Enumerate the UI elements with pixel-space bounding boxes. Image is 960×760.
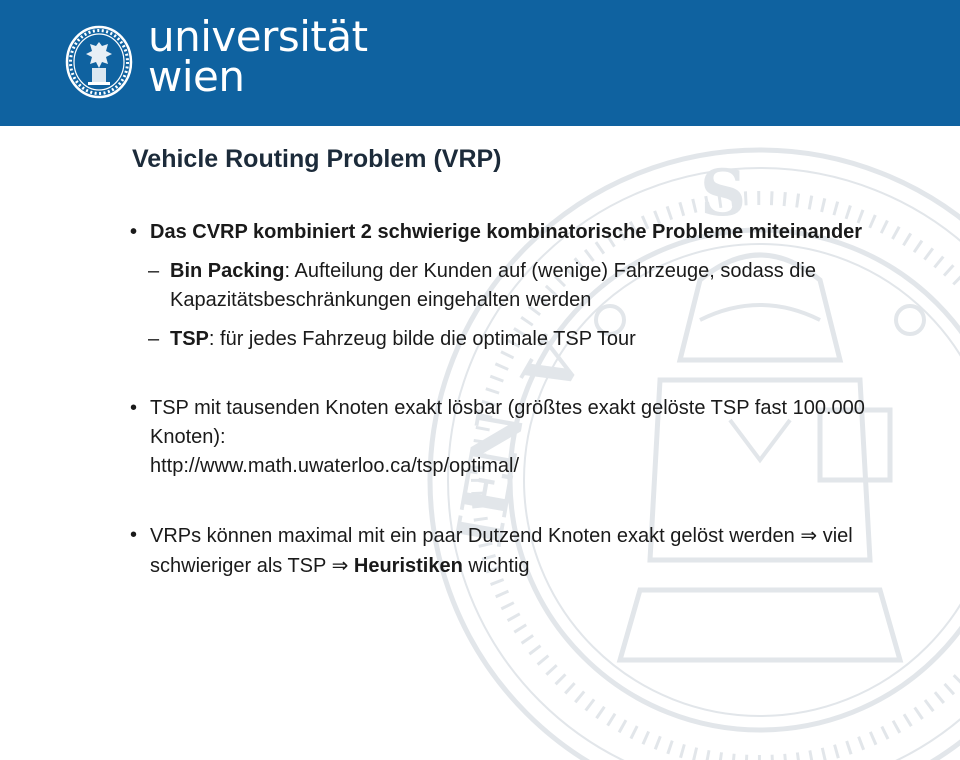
bullet-cvrp <box>130 218 900 247</box>
subbullet-tsp-text: : für jedes Fahrzeug bilde die optimale TSP Tour <box>208 328 636 350</box>
bullet-cvrp-text: Das CVRP kombiniert 2 schwierige kombinatorische Probleme miteinander <box>150 221 863 243</box>
university-seal-logo <box>64 24 134 100</box>
slide-content <box>130 218 900 581</box>
implies-arrow-icon: ⇒ <box>331 553 349 577</box>
term-tsp: TSP <box>170 328 209 350</box>
implies-arrow-icon: ⇒ <box>800 523 818 547</box>
tsp-url-link[interactable]: http://www.math.uwaterloo.ca/tsp/optimal/ <box>150 455 520 477</box>
watermark-letter: V <box>508 327 599 408</box>
header-bar <box>0 0 960 126</box>
term-heuristiken: Heuristiken <box>353 555 463 577</box>
wordmark-line2: wien <box>148 52 245 101</box>
university-wordmark <box>148 12 368 101</box>
subbullet-bin-packing <box>130 257 900 315</box>
watermark-letter: S <box>700 156 747 231</box>
dash-marker: – <box>148 260 160 282</box>
bullet-vrp-text1: VRPs können maximal mit ein paar Dutzend Knoten exakt gelöst werden <box>150 525 795 547</box>
subbullet-tsp <box>130 325 900 354</box>
bullet-vrp <box>130 521 900 581</box>
watermark-letter: IEN <box>441 404 540 553</box>
wordmark-line1: universität <box>148 12 368 61</box>
subbullet-bin-packing-text: : Aufteilung der Kunden auf (wenige) Fahrzeuge, sodass die Kapazitätsbeschränkungen eingehalten werden <box>170 260 816 311</box>
dash-marker: – <box>148 328 160 350</box>
bullet-vrp-text2: viel schwieriger als TSP <box>150 525 853 577</box>
slide-title: Vehicle Routing Problem (VRP) <box>132 145 502 173</box>
bullet-tsp-solvable <box>130 394 900 481</box>
term-bin-packing: Bin Packing <box>170 260 285 282</box>
bullet-tsp-text: TSP mit tausenden Knoten exakt lösbar (größtes exakt gelöste TSP fast 100.000 Knoten): <box>150 397 865 448</box>
bullet-marker: • <box>130 524 138 546</box>
bullet-vrp-text3: wichtig <box>468 555 530 577</box>
bullet-marker: • <box>130 221 138 243</box>
bullet-marker: • <box>130 397 138 419</box>
